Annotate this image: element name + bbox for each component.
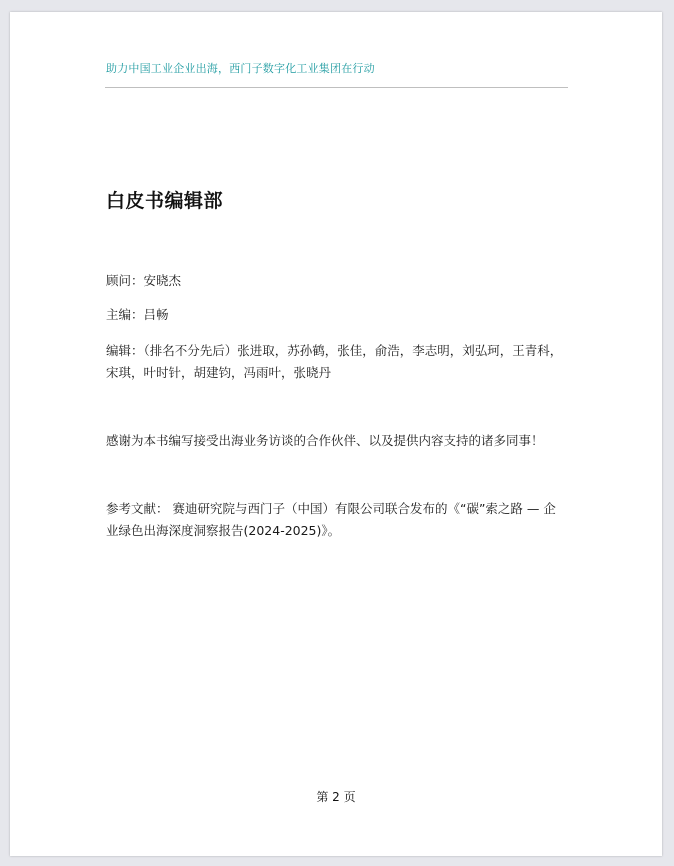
running-header: 助力中国工业企业出海，西门子数字化工业集团在行动 [106, 62, 375, 75]
page-number: 第 2 页 [316, 790, 356, 804]
document-page [10, 12, 662, 856]
page-title: 白皮书编辑部 [106, 190, 224, 212]
advisor-line: 顾问：安晓杰 [106, 273, 182, 288]
acknowledgement-paragraph: 感谢为本书编写接受出海业务访谈的合作伙伴、以及提供内容支持的诸多同事！ [106, 433, 544, 448]
editors-paragraph: 编辑：（排名不分先后）张进取，苏孙鹤，张佳，俞浩，李志明，刘弘珂，王青科，宋琪，叶时针，胡建钧，冯雨叶，张晓丹 [106, 343, 563, 380]
chief-editor-line: 主编：吕畅 [106, 307, 169, 322]
reference-paragraph: 参考文献： 赛迪研究院与西门子（中国）有限公司联合发布的《“碳”索之路 — 企业绿色出海深度洞察报告(2024-2025)》。 [106, 501, 556, 538]
header-divider [105, 87, 568, 88]
